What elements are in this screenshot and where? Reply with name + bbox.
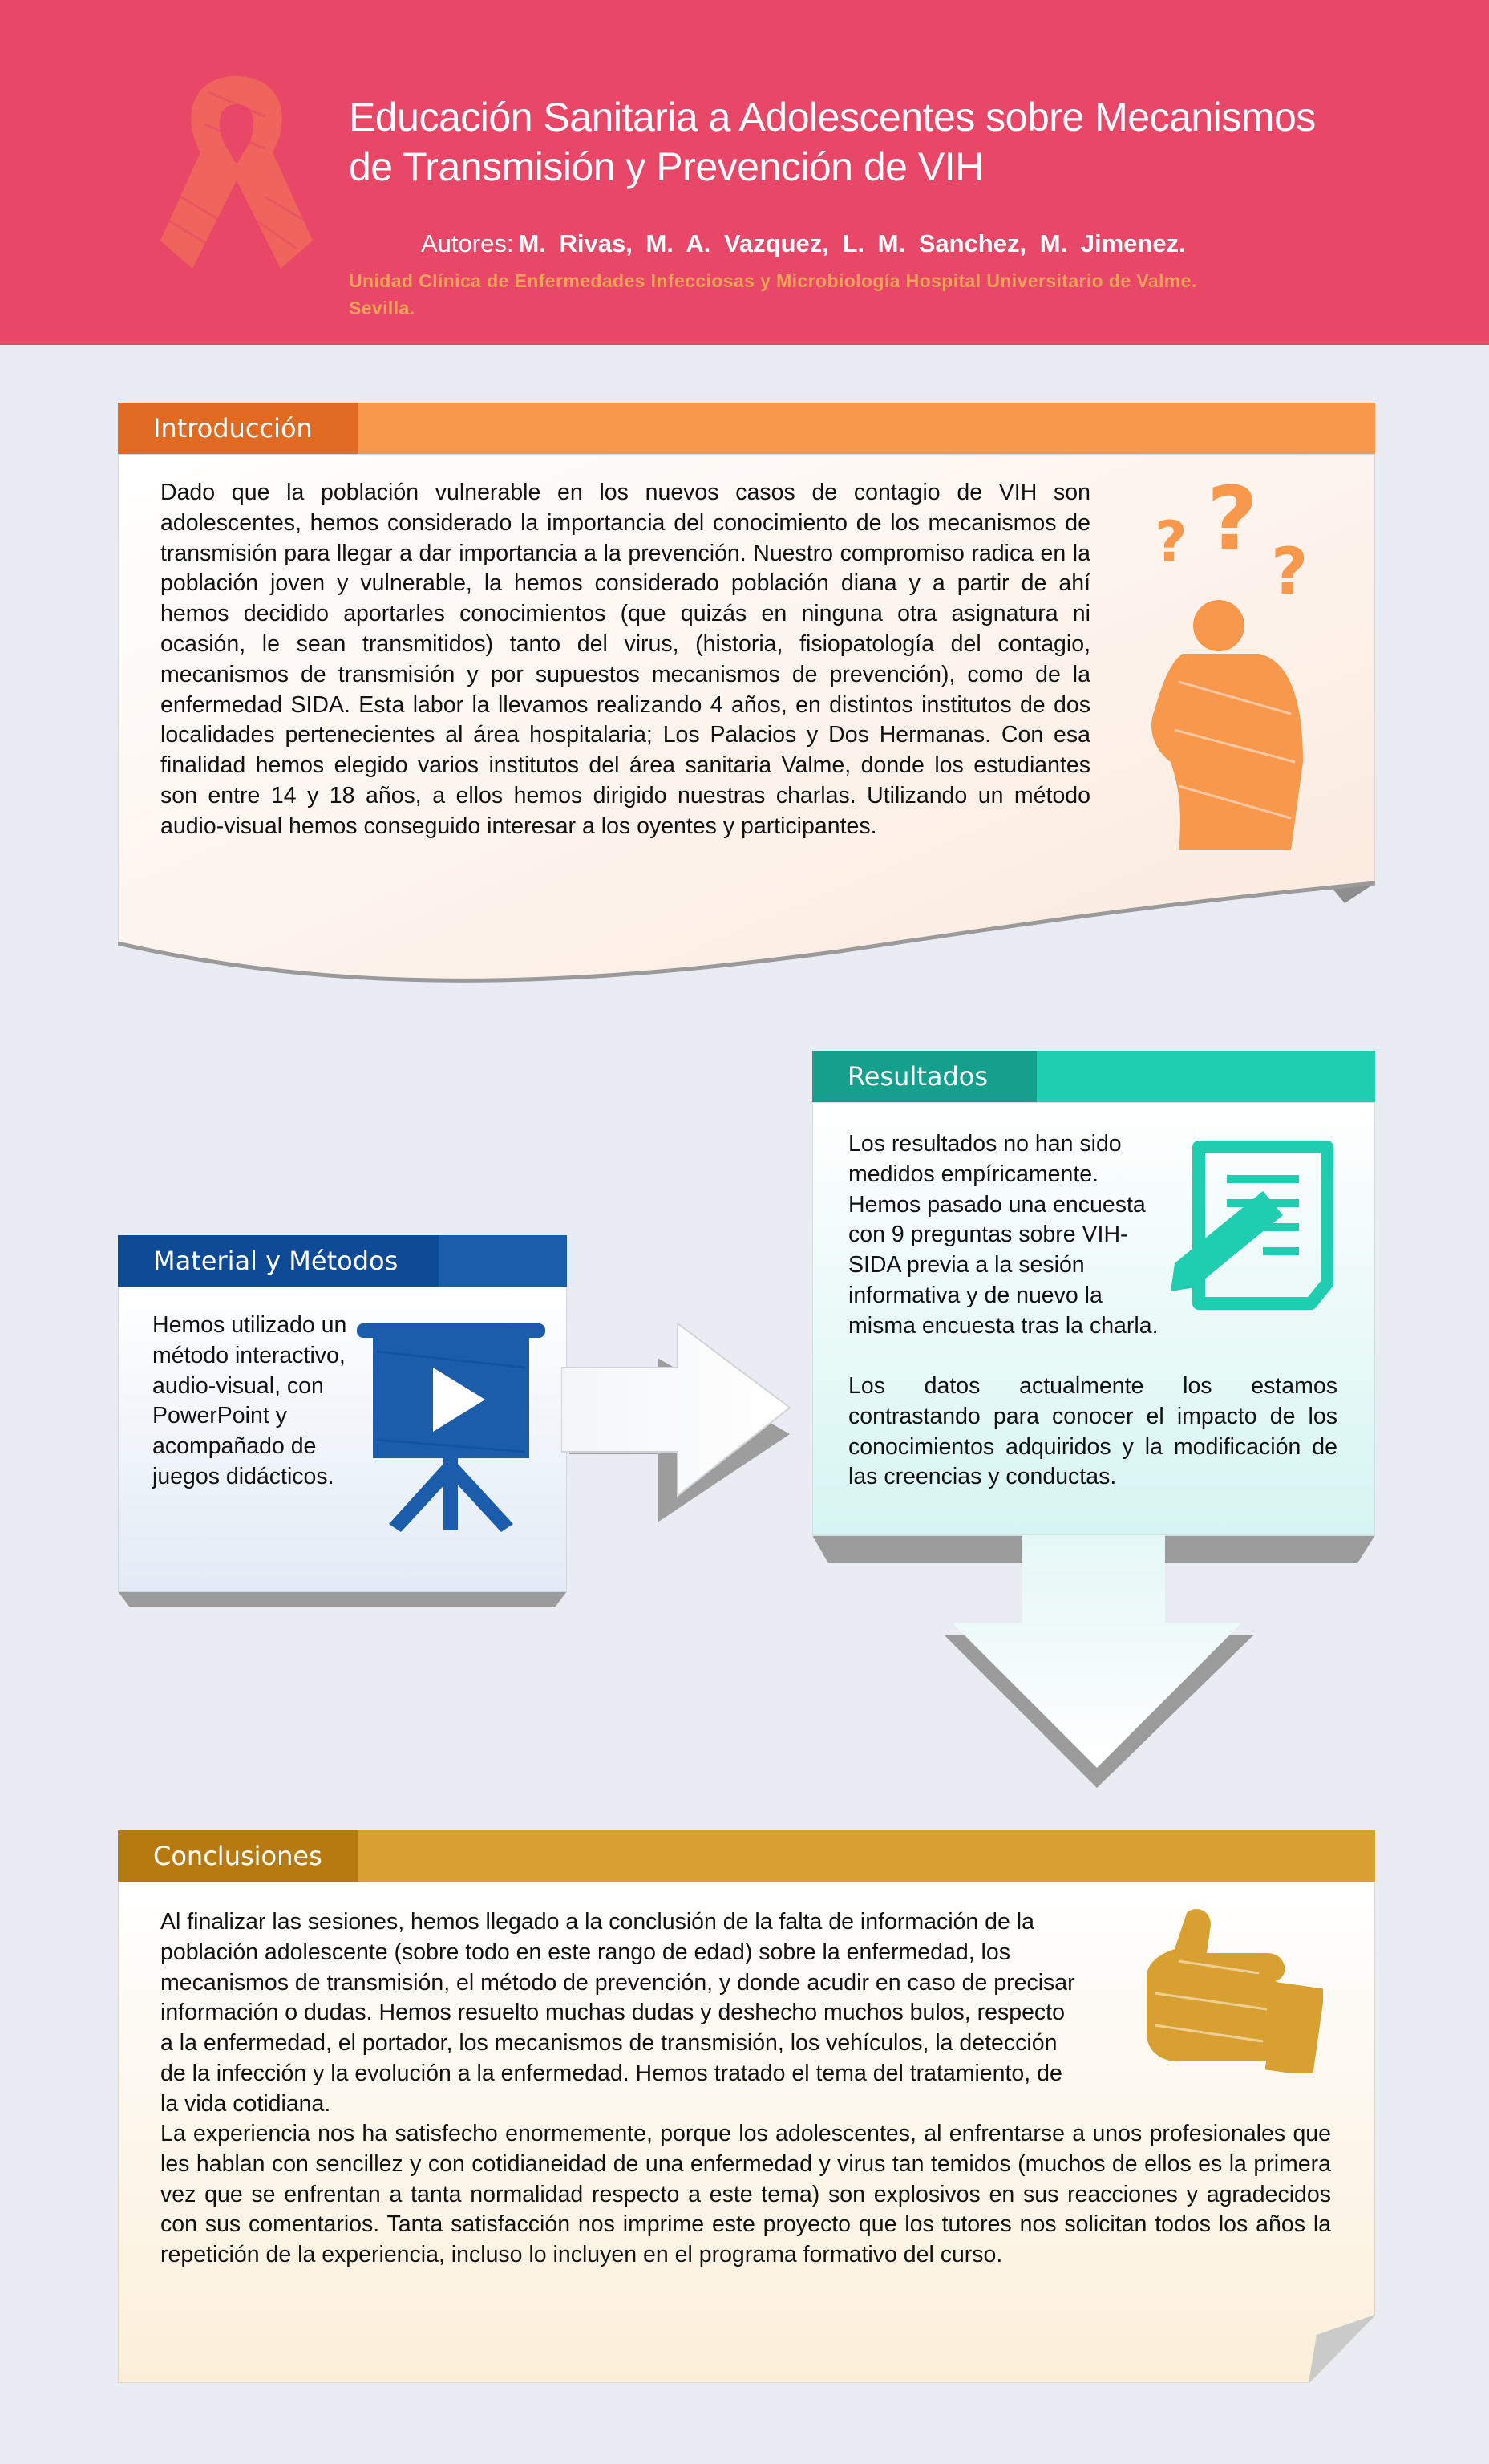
authors-line xyxy=(421,229,1186,258)
conclusiones-text-1: Al finalizar las sesiones, hemos llegado a la conclusión de la falta de información de la población adolescente (sobre todo en este rango de edad) sobre la enfermedad, los mecanismos de transmisión, el método de prevención, y donde acudir en caso de precisar información o dudas. Hemos resuelto muchas dudas y deshecho muchos bulos, respecto a la enfermedad, el portador, los mecanismos de transmisión, los vehículos, la detección de la infección y la evolución a la enfermedad. Hemos tratado el tema del tratamiento, de la vida cotidiana. xyxy=(160,1909,1075,2117)
conclusiones-header xyxy=(118,1830,1375,1882)
poster-title: Educación Sanitaria a Adolescentes sobre Mecanismos de Transmisión y Prevención de VIH xyxy=(349,95,1316,189)
introduccion-text: Dado que la población vulnerable en los nuevos casos de contagio de VIH son adolescentes, hemos considerado la importancia del conocimiento de los mecanismos de transmisión para llegar a dar importancia a la prevención. Nuestro compromiso radica en la población joven y vulnerable, la hemos considerado población diana y a partir de ahí hemos decidido aportarles conocimientos (que quizás en ninguna otra asignatura ni ocasión, le sean transmitidos) tanto del virus, (historia, fisiopatología del contagio, mecanismos de transmisión y por supuestos mecanismos de prevención), como de la enfermedad SIDA. Esta labor la llevamos realizando 4 años, en distintos institutos de dos localidades pertenecientes al área hospitalaria; Los Palacios y Dos Hermanas. Con esa finalidad hemos elegido varios institutos del área sanitaria Valme, donde los estudiantes son entre 14 y 18 años, a ellos hemos dirigido nuestras charlas. Utilizando un método audio-visual hemos conseguido interesar a los oyentes y participantes. xyxy=(160,480,1090,839)
svg-text:?: ? xyxy=(1155,509,1188,575)
introduccion-header xyxy=(118,403,1375,454)
resultados-text-1: Los resultados no han sido medidos empíricamente. Hemos pasado una encuesta con 9 preguntas sobre VIH-SIDA previa a la sesión informativa y de nuevo la misma encuesta tras la charla. xyxy=(848,1131,1159,1339)
resultados-header xyxy=(812,1051,1375,1102)
affiliation: Unidad Clínica de Enfermedades Infecciosas y Microbiología Hospital Universitario de Valme. Sevilla. xyxy=(349,270,1197,318)
introduccion-heading: Introducción xyxy=(118,403,358,454)
resultados-text-2: Los datos actualmente los estamos contrastando para conocer el impacto de los conocimientos adquiridos y la modificación de las creencias y conductas. xyxy=(848,1373,1337,1490)
authors-names: M. Rivas, M. A. Vazquez, L. M. Sanchez, M. Jimenez. xyxy=(518,229,1186,257)
conclusiones-heading: Conclusiones xyxy=(118,1830,358,1882)
thumbs-up-icon xyxy=(1131,1905,1323,2073)
presentation-board-icon xyxy=(357,1319,545,1532)
arrow-right-icon xyxy=(561,1323,794,1524)
thinking-person-icon xyxy=(1131,473,1339,858)
resultados-heading: Resultados xyxy=(812,1051,1037,1102)
authors-label: Autores: xyxy=(421,229,514,257)
survey-document-icon xyxy=(1167,1135,1347,1315)
awareness-ribbon-icon xyxy=(144,60,329,293)
svg-text:?: ? xyxy=(1271,534,1309,609)
svg-text:?: ? xyxy=(1207,473,1258,570)
header-banner xyxy=(0,0,1489,345)
material-heading: Material y Métodos xyxy=(118,1235,439,1287)
material-header xyxy=(118,1235,567,1287)
material-text: Hemos utilizado un método interactivo, audio-visual, con PowerPoint y acompañado de juegos didácticos. xyxy=(152,1312,347,1489)
conclusiones-text-2: La experiencia nos ha satisfecho enormemente, porque los adolescentes, al enfrentarse a unos profesionales que les hablan con sencillez y con cotidianeidad de una enfermedad y virus tan temidos (muchos de ellos es la primera vez que se enfrentan a tanta normalidad respecto a este tema) son explosivos en sus reacciones y agradecidos con sus comentarios. Tanta satisfacción nos imprime este proyecto que los tutores nos solicitan todos los años la repetición de la experiencia, incluso lo incluyen en el programa formativo del curso. xyxy=(160,2121,1331,2268)
